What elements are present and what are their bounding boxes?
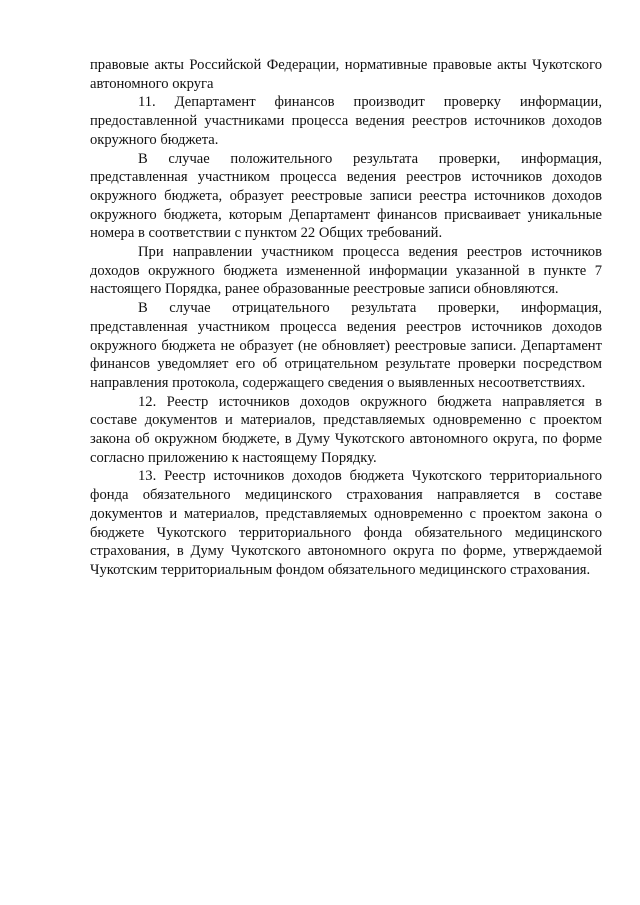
- paragraph-continuation: правовые акты Российской Федерации, нормативные правовые акты Чукотского автономного округа: [90, 57, 602, 92]
- paragraph-item-13: 13. Реестр источников доходов бюджета Чукотского территориального фонда обязательного медицинского страхования направляется в составе документов и материалов, представляемых одновременно с проектом закона о бюджете Чукотского территориального фонда обязательного медицинского страхования, в Думу Чукотского автономного округа по форме, утверждаемой Чукотским территориальным фондом обязательного медицинского страхования.: [90, 468, 602, 578]
- paragraph-update-records: При направлении участником процесса ведения реестров источников доходов окружного бюджета измененной информации указанной в пункте 7 настоящего Порядка, ранее образованные реестровые записи обновляются.: [90, 244, 602, 298]
- paragraph-item-12: 12. Реестр источников доходов окружного бюджета направляется в составе документов и материалов, представляемых одновременно с проектом закона об окружном бюджете, в Думу Чукотского автономного округа, по форме согласно приложению к настоящему Порядку.: [90, 393, 602, 466]
- paragraph-positive-result: В случае положительного результата проверки, информация, представленная участником процесса ведения реестров источников доходов окружного бюджета, образует реестровые записи реестра источников доходов окружного бюджета, которым Департамент финансов присваивает уникальные номера в соответствии с пунктом 22 Общих требований.: [90, 150, 602, 242]
- paragraph-item-11: 11. Департамент финансов производит проверку информации, предоставленной участниками процесса ведения реестров источников доходов окружного бюджета.: [90, 94, 602, 148]
- document-page: [90, 56, 602, 580]
- paragraph-negative-result: В случае отрицательного результата проверки, информация, представленная участником процесса ведения реестров источников доходов окружного бюджета не образует (не обновляет) реестровые записи. Департамент финансов уведомляет его об отрицательном результате проверки посредством направления протокола, содержащего сведения о выявленных несоответствиях.: [90, 300, 602, 391]
